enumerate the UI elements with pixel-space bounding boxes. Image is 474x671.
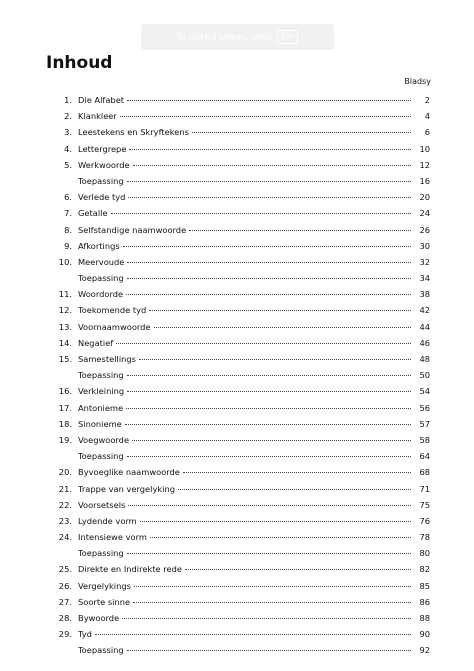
toc-entry-number: 26. [58, 580, 72, 591]
toc-entry-title: Toepassing [78, 645, 124, 656]
toc-entry-number: 6. [64, 192, 72, 203]
toc-entry-title: Meervoude [78, 256, 125, 267]
toc-entry-page: 26 [419, 224, 430, 235]
toc-entry-page: 75 [419, 499, 430, 510]
toc-entry-title: Selfstandige naamwoorde [78, 224, 187, 235]
toc-entry-title: Toepassing [78, 548, 124, 559]
toc-entry-number: 4. [64, 143, 72, 154]
toc-entry[interactable] [44, 335, 430, 351]
toc-entry-number: 19. [58, 434, 72, 445]
toc-entry-page: 86 [419, 596, 430, 607]
dot-leader [133, 602, 411, 603]
toc-entry-page: 32 [419, 256, 430, 267]
toc-entry-page: 57 [419, 418, 430, 429]
toc-entry-page: 12 [419, 159, 430, 170]
dot-leader [122, 618, 411, 619]
toc-entry[interactable] [44, 157, 430, 173]
toc-entry-page: 78 [419, 532, 430, 543]
toc-entry-page: 58 [419, 434, 430, 445]
dot-leader [132, 440, 411, 441]
toc-entry-page: 48 [419, 354, 430, 364]
toc-entry-page: 68 [419, 467, 430, 478]
toc-entry-title: Woordorde [78, 289, 124, 300]
toc-entry-number: 2. [64, 111, 72, 122]
toc-entry[interactable] [44, 173, 430, 189]
dot-leader [185, 569, 411, 570]
toc-entry-number: 10. [58, 256, 72, 267]
toc-entry[interactable] [44, 302, 430, 318]
toc-entry-number: 22. [58, 499, 72, 510]
toc-entry-title: Voornaamwoorde [78, 321, 151, 332]
toc-entry-title: Trappe van vergelyking [78, 483, 176, 494]
toc-entry[interactable] [44, 513, 430, 529]
fullscreen-exit-text: To exit full screen, press [176, 32, 274, 42]
toc-entry-page: 54 [419, 386, 430, 397]
toc-entry-title: Soorte sinne [78, 596, 131, 607]
dot-leader [120, 116, 411, 117]
toc-entry-title: Voorsetsels [78, 499, 126, 510]
toc-entry-number: 15. [58, 354, 72, 364]
toc-entry-number: 1. [64, 95, 72, 105]
toc-entry[interactable] [44, 367, 430, 383]
toc-entry[interactable] [44, 416, 430, 432]
toc-entry-title: Negatief [78, 337, 114, 348]
dot-leader [139, 359, 411, 360]
dot-leader [150, 537, 411, 538]
toc-entry[interactable] [44, 254, 430, 270]
toc-entry[interactable] [44, 481, 430, 497]
toc-entry-page: 88 [419, 613, 430, 623]
toc-entry-title: Die Alfabet [78, 95, 125, 105]
dot-leader [127, 391, 411, 392]
toc-entry-title: Afkortings [78, 240, 120, 251]
toc-entry[interactable] [44, 92, 430, 108]
toc-entry-number: 23. [58, 515, 72, 526]
toc-entry[interactable] [44, 351, 430, 367]
fullscreen-exit-banner [141, 24, 334, 50]
toc-entry-page: 80 [419, 548, 430, 559]
toc-entry-title: Getalle [78, 208, 108, 219]
toc-entry-title: Toepassing [78, 370, 124, 381]
toc-entry-number: 13. [58, 321, 72, 332]
toc-entry[interactable] [44, 222, 430, 238]
dot-leader [127, 553, 411, 554]
toc-entry[interactable] [44, 108, 430, 124]
toc-entry-number: 20. [58, 467, 72, 478]
toc-entry-title: Toepassing [78, 175, 124, 186]
toc-entry[interactable] [44, 238, 430, 254]
toc-entry[interactable] [44, 610, 430, 626]
dot-leader [127, 262, 411, 263]
toc-entry-title: Intensiewe vorm [78, 532, 147, 543]
toc-entry[interactable] [44, 529, 430, 545]
toc-entry[interactable] [44, 626, 430, 642]
toc-entry-page: 16 [419, 175, 430, 186]
toc-entry-page: 42 [419, 305, 430, 316]
toc-entry-page: 2 [424, 95, 430, 105]
toc-entry-page: 71 [419, 483, 430, 494]
toc-entry-number: 28. [58, 613, 72, 623]
dot-leader [128, 505, 411, 506]
dot-leader [126, 294, 411, 295]
toc-entry-number: 11. [58, 289, 72, 300]
page-title: Inhoud [46, 53, 113, 73]
toc-entry-title: Byvoeglike naamwoorde [78, 467, 180, 478]
toc-entry-page: 82 [419, 564, 430, 575]
toc-entry[interactable] [44, 545, 430, 561]
dot-leader [127, 100, 411, 101]
toc-entry[interactable] [44, 141, 430, 157]
toc-entry-title: Bywoorde [78, 613, 120, 623]
dot-leader [140, 521, 411, 522]
toc-entry-number: 17. [58, 402, 72, 413]
dot-leader [192, 132, 411, 133]
toc-entry[interactable] [44, 561, 430, 577]
dot-leader [127, 456, 411, 457]
toc-entry-number: 21. [58, 483, 72, 494]
toc-entry-title: Sinonieme [78, 418, 122, 429]
toc-entry-page: 56 [419, 402, 430, 413]
toc-entry-title: Vergelykings [78, 580, 131, 591]
toc-entry-page: 24 [419, 208, 430, 219]
dot-leader [128, 197, 411, 198]
toc-entry-title: Verkleining [78, 386, 125, 397]
toc-entry-number: 8. [64, 224, 72, 235]
toc-entry-title: Toepassing [78, 451, 124, 462]
toc-entry[interactable] [44, 594, 430, 610]
toc-entry[interactable] [44, 497, 430, 513]
toc-entry-page: 4 [424, 111, 430, 122]
toc-entry[interactable] [44, 124, 430, 140]
toc-entry-number: 9. [64, 240, 72, 251]
table-of-contents [44, 92, 430, 659]
dot-leader [111, 213, 411, 214]
toc-entry-number: 27. [58, 596, 72, 607]
dot-leader [189, 230, 411, 231]
toc-entry-page: 64 [419, 451, 430, 462]
dot-leader [134, 586, 411, 587]
toc-entry-page: 85 [419, 580, 430, 591]
toc-entry-page: 50 [419, 370, 430, 381]
toc-entry-page: 92 [419, 645, 430, 656]
dot-leader [127, 181, 411, 182]
toc-entry[interactable] [44, 189, 430, 205]
dot-leader [116, 343, 411, 344]
toc-entry-title: Leestekens en Skryftekens [78, 127, 189, 138]
toc-entry-page: 34 [419, 273, 430, 284]
toc-entry-number: 16. [58, 386, 72, 397]
toc-entry-title: Tyd [78, 629, 92, 640]
dot-leader [129, 149, 411, 150]
toc-entry-title: Klankleer [78, 111, 117, 122]
toc-entry-title: Lydende vorm [78, 515, 137, 526]
esc-key-hint: Esc [277, 30, 298, 44]
dot-leader [154, 327, 411, 328]
toc-entry[interactable] [44, 383, 430, 399]
toc-entry-number: 12. [58, 305, 72, 316]
dot-leader [123, 246, 411, 247]
toc-entry-title: Toekomende tyd [78, 305, 147, 316]
toc-entry-page: 30 [419, 240, 430, 251]
dot-leader [178, 489, 411, 490]
toc-entry-number: 3. [64, 127, 72, 138]
dot-leader [133, 165, 411, 166]
dot-leader [127, 375, 411, 376]
toc-entry-page: 76 [419, 515, 430, 526]
dot-leader [95, 634, 411, 635]
toc-entry-page: 38 [419, 289, 430, 300]
toc-entry-page: 20 [419, 192, 430, 203]
toc-entry[interactable] [44, 400, 430, 416]
dot-leader [127, 278, 411, 279]
toc-entry-title: Verlede tyd [78, 192, 126, 203]
toc-entry-title: Voegwoorde [78, 434, 130, 445]
toc-entry-number: 24. [58, 532, 72, 543]
toc-entry-title: Direkte en Indirekte rede [78, 564, 182, 575]
toc-entry[interactable] [44, 642, 430, 658]
toc-entry-title: Lettergrepe [78, 143, 127, 154]
toc-entry[interactable] [44, 205, 430, 221]
toc-entry[interactable] [44, 319, 430, 335]
toc-entry[interactable] [44, 448, 430, 464]
dot-leader [127, 650, 411, 651]
toc-entry-number: 7. [64, 208, 72, 219]
toc-entry-title: Toepassing [78, 273, 124, 284]
toc-entry-page: 46 [419, 337, 430, 348]
toc-entry-number: 29. [58, 629, 72, 640]
toc-entry[interactable] [44, 270, 430, 286]
toc-entry[interactable] [44, 286, 430, 302]
toc-entry-number: 25. [58, 564, 72, 575]
toc-entry-number: 5. [64, 159, 72, 170]
page-column-header: Bladsy [404, 77, 431, 86]
toc-entry[interactable] [44, 578, 430, 594]
dot-leader [125, 424, 411, 425]
dot-leader [149, 310, 411, 311]
toc-entry[interactable] [44, 464, 430, 480]
toc-entry-title: Werkwoorde [78, 159, 130, 170]
dot-leader [183, 472, 411, 473]
toc-entry-page: 6 [424, 127, 430, 138]
dot-leader [126, 408, 411, 409]
toc-entry-number: 18. [58, 418, 72, 429]
toc-entry-page: 90 [419, 629, 430, 640]
toc-entry-page: 44 [419, 321, 430, 332]
toc-entry-title: Samestellings [78, 354, 136, 364]
toc-entry-page: 10 [419, 143, 430, 154]
toc-entry-number: 14. [58, 337, 72, 348]
toc-entry-title: Antonieme [78, 402, 124, 413]
toc-entry[interactable] [44, 432, 430, 448]
